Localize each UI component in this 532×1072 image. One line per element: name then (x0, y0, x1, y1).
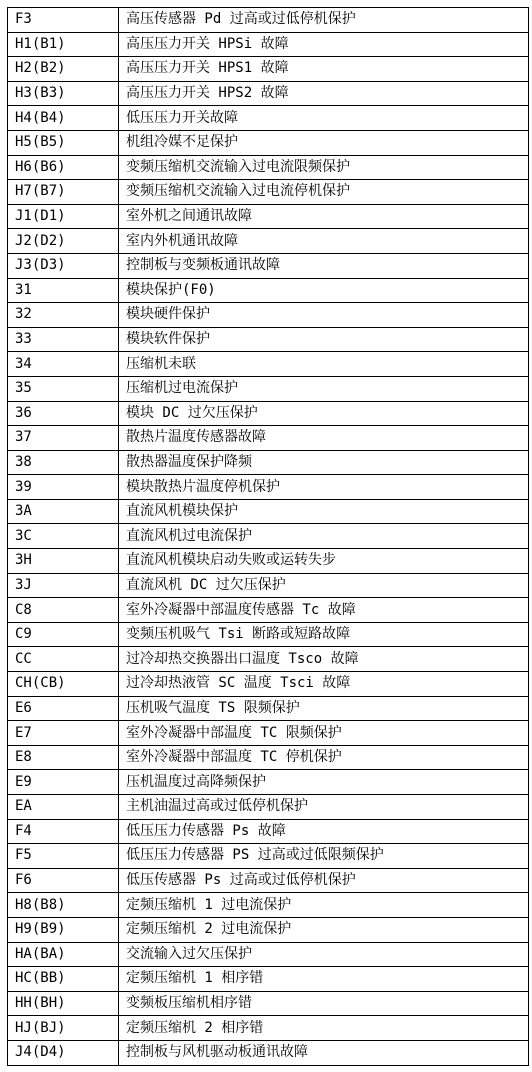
table-row (8, 450, 529, 475)
table-row (8, 844, 529, 869)
fault-code-cell: F5 (8, 844, 119, 869)
table-row (8, 278, 529, 303)
table-row (8, 475, 529, 500)
fault-code-cell: J2(D2) (8, 229, 119, 254)
fault-code-cell: H5(B5) (8, 130, 119, 155)
fault-description-cell: 散热器温度保护降频 (119, 450, 529, 475)
fault-code-cell: H9(B9) (8, 917, 119, 942)
table-row (8, 622, 529, 647)
fault-code-cell: 38 (8, 450, 119, 475)
table-row (8, 696, 529, 721)
table-row (8, 303, 529, 328)
table-row (8, 819, 529, 844)
fault-code-cell: C8 (8, 598, 119, 623)
fault-code-cell: H4(B4) (8, 106, 119, 131)
fault-description-cell: 直流风机模块启动失败或运转失步 (119, 549, 529, 574)
table-row (8, 81, 529, 106)
fault-code-cell: 3H (8, 549, 119, 574)
fault-description-cell: 机组冷媒不足保护 (119, 130, 529, 155)
fault-code-cell: H1(B1) (8, 32, 119, 57)
fault-description-cell: 室外冷凝器中部温度传感器 Tc 故障 (119, 598, 529, 623)
fault-description-cell: 模块散热片温度停机保护 (119, 475, 529, 500)
fault-description-cell: 过冷却热交换器出口温度 Tsco 故障 (119, 647, 529, 672)
table-row (8, 770, 529, 795)
table-row (8, 32, 529, 57)
fault-code-cell: J1(D1) (8, 204, 119, 229)
fault-description-cell: 低压传感器 Ps 过高或过低停机保护 (119, 868, 529, 893)
fault-code-cell: C9 (8, 622, 119, 647)
fault-description-cell: 压缩机过电流保护 (119, 376, 529, 401)
fault-description-cell: 低压压力传感器 PS 过高或过低限频保护 (119, 844, 529, 869)
fault-code-cell: HA(BA) (8, 942, 119, 967)
table-row (8, 1016, 529, 1041)
table-row (8, 130, 529, 155)
table-row (8, 8, 529, 33)
fault-code-cell: HJ(BJ) (8, 1016, 119, 1041)
table-row (8, 917, 529, 942)
fault-description-cell: 定频压缩机 2 相序错 (119, 1016, 529, 1041)
fault-description-cell: 变频压缩机交流输入过电流停机保护 (119, 180, 529, 205)
fault-code-cell: F6 (8, 868, 119, 893)
fault-description-cell: 压机吸气温度 TS 限频保护 (119, 696, 529, 721)
fault-description-cell: 高压压力开关 HPSi 故障 (119, 32, 529, 57)
fault-description-cell: 定频压缩机 2 过电流保护 (119, 917, 529, 942)
fault-description-cell: 直流风机模块保护 (119, 499, 529, 524)
fault-description-cell: 高压压力开关 HPS1 故障 (119, 57, 529, 82)
table-row (8, 647, 529, 672)
fault-description-cell: 变频压机吸气 Tsi 断路或短路故障 (119, 622, 529, 647)
table-row (8, 795, 529, 820)
fault-code-cell: E6 (8, 696, 119, 721)
fault-code-cell: 39 (8, 475, 119, 500)
fault-code-cell: HH(BH) (8, 991, 119, 1016)
fault-code-cell: H2(B2) (8, 57, 119, 82)
fault-code-cell: 35 (8, 376, 119, 401)
fault-code-cell: J4(D4) (8, 1040, 119, 1065)
fault-description-cell: 室外机之间通讯故障 (119, 204, 529, 229)
fault-description-cell: 过冷却热液管 SC 温度 Tsci 故障 (119, 672, 529, 697)
table-row (8, 942, 529, 967)
fault-description-cell: 定频压缩机 1 过电流保护 (119, 893, 529, 918)
table-row (8, 893, 529, 918)
fault-description-cell: 控制板与变频板通讯故障 (119, 253, 529, 278)
fault-code-cell: 3C (8, 524, 119, 549)
fault-description-cell: 室内外机通讯故障 (119, 229, 529, 254)
fault-code-cell: E8 (8, 745, 119, 770)
fault-code-cell: F4 (8, 819, 119, 844)
table-row (8, 426, 529, 451)
table-row (8, 967, 529, 992)
table-row (8, 598, 529, 623)
fault-code-cell: H3(B3) (8, 81, 119, 106)
fault-code-cell: H6(B6) (8, 155, 119, 180)
fault-description-cell: 变频压缩机交流输入过电流限频保护 (119, 155, 529, 180)
table-row (8, 745, 529, 770)
fault-code-cell: E9 (8, 770, 119, 795)
fault-code-cell: H7(B7) (8, 180, 119, 205)
fault-code-cell: 3J (8, 573, 119, 598)
fault-description-cell: 主机油温过高或过低停机保护 (119, 795, 529, 820)
fault-code-cell: 3A (8, 499, 119, 524)
fault-code-cell: 31 (8, 278, 119, 303)
fault-description-cell: 压机温度过高降频保护 (119, 770, 529, 795)
fault-description-cell: 低压压力传感器 Ps 故障 (119, 819, 529, 844)
fault-code-cell: CC (8, 647, 119, 672)
fault-code-cell: J3(D3) (8, 253, 119, 278)
fault-description-cell: 控制板与风机驱动板通讯故障 (119, 1040, 529, 1065)
table-row (8, 573, 529, 598)
fault-code-cell: HC(BB) (8, 967, 119, 992)
fault-code-cell: 33 (8, 327, 119, 352)
fault-code-cell: 32 (8, 303, 119, 328)
fault-description-cell: 低压压力开关故障 (119, 106, 529, 131)
table-row (8, 991, 529, 1016)
table-row (8, 180, 529, 205)
fault-description-cell: 模块软件保护 (119, 327, 529, 352)
table-row (8, 204, 529, 229)
fault-code-cell: EA (8, 795, 119, 820)
fault-description-cell: 模块硬件保护 (119, 303, 529, 328)
table-row (8, 672, 529, 697)
fault-code-cell: 34 (8, 352, 119, 377)
table-row (8, 155, 529, 180)
table-row (8, 499, 529, 524)
fault-description-cell: 直流风机过电流保护 (119, 524, 529, 549)
table-row (8, 57, 529, 82)
fault-code-cell: E7 (8, 721, 119, 746)
fault-description-cell: 压缩机未联 (119, 352, 529, 377)
fault-description-cell: 模块保护(F0) (119, 278, 529, 303)
table-row (8, 229, 529, 254)
table-row (8, 1040, 529, 1065)
fault-code-cell: F3 (8, 8, 119, 33)
fault-description-cell: 模块 DC 过欠压保护 (119, 401, 529, 426)
table-row (8, 352, 529, 377)
fault-code-cell: 36 (8, 401, 119, 426)
fault-description-cell: 高压传感器 Pd 过高或过低停机保护 (119, 8, 529, 33)
table-row (8, 721, 529, 746)
fault-code-cell: CH(CB) (8, 672, 119, 697)
table-row (8, 106, 529, 131)
fault-description-cell: 高压压力开关 HPS2 故障 (119, 81, 529, 106)
fault-code-table-body (8, 8, 529, 1066)
fault-description-cell: 定频压缩机 1 相序错 (119, 967, 529, 992)
fault-description-cell: 变频板压缩机相序错 (119, 991, 529, 1016)
fault-code-cell: 37 (8, 426, 119, 451)
table-row (8, 327, 529, 352)
fault-code-table (7, 7, 529, 1066)
fault-description-cell: 室外冷凝器中部温度 TC 停机保护 (119, 745, 529, 770)
table-row (8, 376, 529, 401)
fault-description-cell: 散热片温度传感器故障 (119, 426, 529, 451)
fault-description-cell: 室外冷凝器中部温度 TC 限频保护 (119, 721, 529, 746)
table-row (8, 549, 529, 574)
table-row (8, 401, 529, 426)
fault-description-cell: 直流风机 DC 过欠压保护 (119, 573, 529, 598)
table-row (8, 868, 529, 893)
table-row (8, 524, 529, 549)
fault-code-cell: H8(B8) (8, 893, 119, 918)
table-row (8, 253, 529, 278)
fault-description-cell: 交流输入过欠压保护 (119, 942, 529, 967)
